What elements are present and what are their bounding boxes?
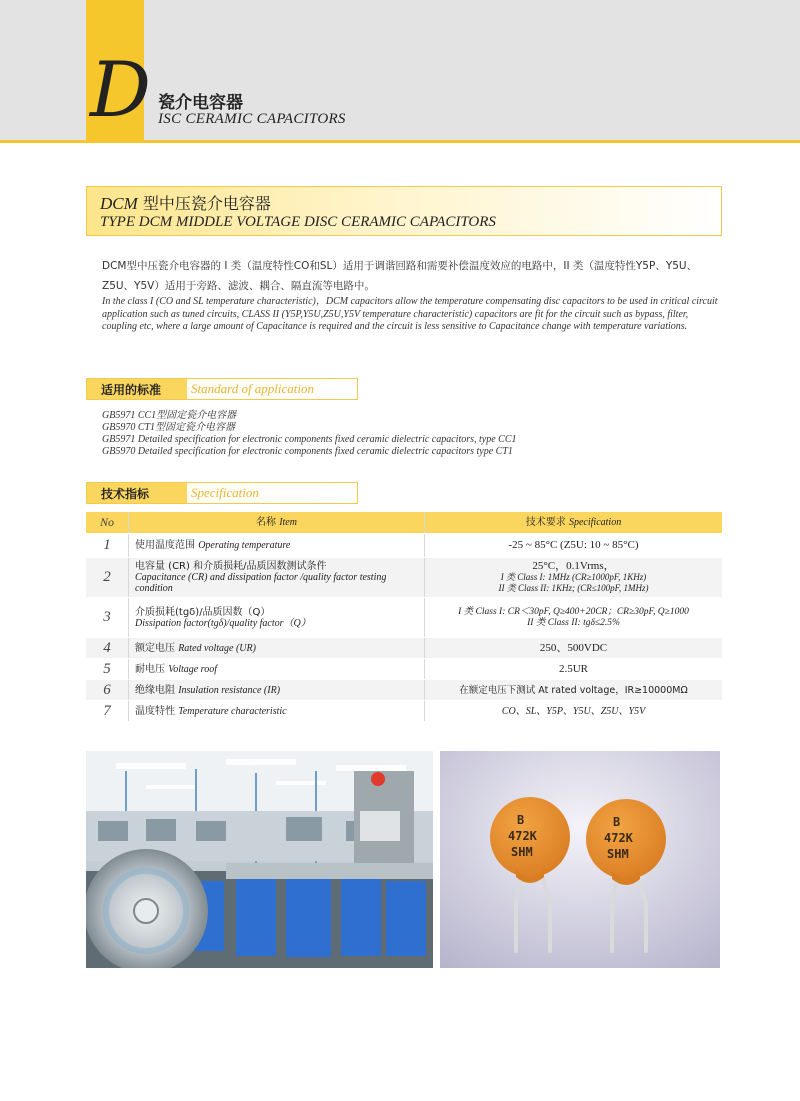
row-item-en: Operating temperature	[198, 540, 291, 551]
row-item-en: Voltage roof	[168, 663, 217, 675]
table-row	[86, 534, 722, 558]
row-spec	[424, 659, 722, 679]
row-spec-line: CO、SL、Y5P、Y5U、Z5U、Y5V	[501, 705, 646, 717]
capacitor-mark-line: B	[613, 815, 621, 829]
row-spec-line: II 类 Class II: tgδ≤2.5%	[527, 617, 620, 628]
header-item	[128, 512, 424, 533]
row-item	[128, 659, 424, 679]
header-item-cn: 名称	[256, 517, 277, 528]
row-item-en: Temperature characteristic	[178, 705, 287, 717]
table-row	[86, 638, 722, 659]
row-spec	[424, 534, 722, 557]
table-row	[86, 701, 722, 722]
factory-illustration	[86, 751, 433, 968]
row-spec-line: I 类 Class I: CR＜30pF, Q≥400+20CR；CR≥30pF, Q≥1000	[458, 606, 689, 617]
header-item-label	[256, 517, 297, 528]
chapter-title-en: ISC CERAMIC CAPACITORS	[158, 111, 346, 127]
row-spec-line: -25 ~ 85°C (Z5U: 10 ~ 85°C)	[508, 539, 639, 551]
specification-heading-en: Specification	[191, 485, 259, 500]
row-item-cn: 电容量 (CR) 和介质损耗/品质因数测试条件	[135, 561, 327, 572]
row-spec-line: 2.5UR	[558, 662, 589, 675]
specification-heading-cn: 技术指标	[101, 487, 150, 501]
capacitor-illustration	[440, 751, 720, 968]
row-item-text	[135, 540, 424, 551]
table-header-row	[86, 512, 722, 534]
row-item-en: Rated voltage (UR)	[178, 642, 256, 654]
row-item	[128, 680, 424, 700]
row-no: 2	[103, 569, 111, 585]
row-item	[128, 598, 424, 637]
capacitor-mark-line: 472K	[508, 829, 537, 843]
row-spec-line: 25°C，0.1Vrms，	[532, 560, 615, 572]
row-spec-line: I 类 Class I: 1MHz (CR≥1000pF, 1KHz)	[500, 572, 647, 582]
header-no-label: No	[99, 515, 114, 529]
standard-line: GB5971 CC1型固定瓷介电容器	[102, 410, 237, 421]
row-item	[128, 701, 424, 721]
capacitor-mark-line: SHM	[511, 845, 533, 859]
row-item-text	[135, 643, 424, 654]
section-title-en: TYPE DCM MIDDLE VOLTAGE DISC CERAMIC CAPACITORS	[100, 214, 496, 230]
table-row	[86, 680, 722, 701]
row-spec-line: II 类 Class II: 1KHz; (CR≤100pF, 1MHz)	[498, 583, 649, 593]
row-item-cn: 绝缘电阻	[135, 684, 175, 696]
header-spec-cn: 技术要求	[525, 517, 566, 528]
row-spec-line: 在额定电压下测试 At rated voltage，IR≥10000MΩ	[459, 684, 688, 696]
row-item	[128, 638, 424, 658]
chapter-letter: D	[90, 45, 151, 134]
row-item-text	[135, 706, 424, 717]
row-item	[128, 534, 424, 557]
capacitor-photo	[440, 751, 720, 968]
header-item-en: Item	[279, 517, 297, 528]
row-spec	[424, 598, 722, 637]
row-no: 5	[103, 660, 111, 677]
section-title-cn	[100, 191, 271, 214]
row-spec	[424, 680, 722, 700]
row-spec-line: 250、500VDC	[539, 641, 608, 654]
header-spec-label	[526, 517, 621, 528]
standard-line: GB5970 CT1型固定瓷介电容器	[102, 422, 236, 433]
row-spec	[424, 701, 722, 721]
table-row	[86, 598, 722, 638]
table-row	[86, 659, 722, 680]
standard-heading	[86, 378, 358, 400]
standard-heading-en: Standard of application	[191, 381, 315, 396]
row-item-en: Dissipation factor(tgδ)/quality factor（Q）	[135, 617, 311, 629]
row-no: 7	[103, 702, 111, 719]
row-item-cn: 温度特性	[135, 705, 175, 717]
specification-heading	[86, 482, 358, 504]
header-spec	[424, 512, 722, 533]
row-no: 3	[103, 609, 111, 625]
factory-photo	[86, 751, 433, 968]
row-item-cn: 额定电压	[135, 642, 175, 654]
standard-line: GB5971 Detailed specification for electronic components fixed ceramic dielectric capacitors, type CC1	[102, 434, 517, 445]
row-item-cn: 耐电压	[135, 663, 165, 675]
header-divider	[0, 140, 800, 143]
header-spec-en: Specification	[568, 517, 622, 528]
capacitor-mark-line: B	[517, 813, 525, 827]
row-item-en: Insulation resistance (IR)	[178, 684, 281, 696]
row-item	[128, 558, 424, 597]
row-item-en: Capacitance (CR) and dissipation factor /quality factor testing condition	[135, 572, 387, 594]
chapter-title-cn: 瓷介电容器	[158, 93, 243, 113]
intro-paragraph-en: In the class I (CO and SL temperature characteristic)，DCM capacitors allow the temperature compensating disc capacitors to be used in critical circuit application such as tuned circuits, CLASS II (Y5P,Y5U,Z5U,Y5V temperature characteristic) capacitors are fit for the circuit such as bypass, filter, coupling etc, where a large amount of Capacitance is required and the circuit is less sensitive to Capacitance change with temperature variations.	[102, 296, 718, 332]
row-item-text	[135, 685, 424, 696]
intro-paragraph-cn: DCM型中压瓷介电容器的 I 类（温度特性CO和SL）适用于调谐回路和需要补偿温度效应的电路中，II 类（温度特性Y5P、Y5U、Z5U、Y5V）适用于旁路、滤波、耦合、隔直流等电路中。	[102, 260, 698, 292]
row-item-cn: 使用温度范围	[135, 540, 195, 551]
standard-line: GB5970 Detailed specification for electronic components fixed ceramic dielectric capacitors type CT1	[102, 446, 513, 457]
capacitor-mark-line: SHM	[607, 847, 629, 861]
row-spec	[424, 638, 722, 658]
section-title-prefix: DCM	[100, 194, 138, 213]
standard-heading-cn: 适用的标准	[101, 383, 162, 397]
row-spec	[424, 558, 722, 597]
row-no: 1	[103, 537, 111, 553]
header-no	[86, 512, 128, 533]
row-item-text	[135, 664, 424, 675]
specification-table	[86, 512, 722, 722]
capacitor-mark-line: 472K	[604, 831, 633, 845]
standard-list	[102, 410, 722, 458]
row-no: 4	[103, 639, 111, 656]
row-no: 6	[103, 681, 111, 698]
row-item-cn: 介质损耗(tgδ)/品质因数（Q）	[135, 606, 271, 618]
section-title-cn-text: 型中压瓷介电容器	[137, 194, 271, 213]
table-row	[86, 558, 722, 598]
